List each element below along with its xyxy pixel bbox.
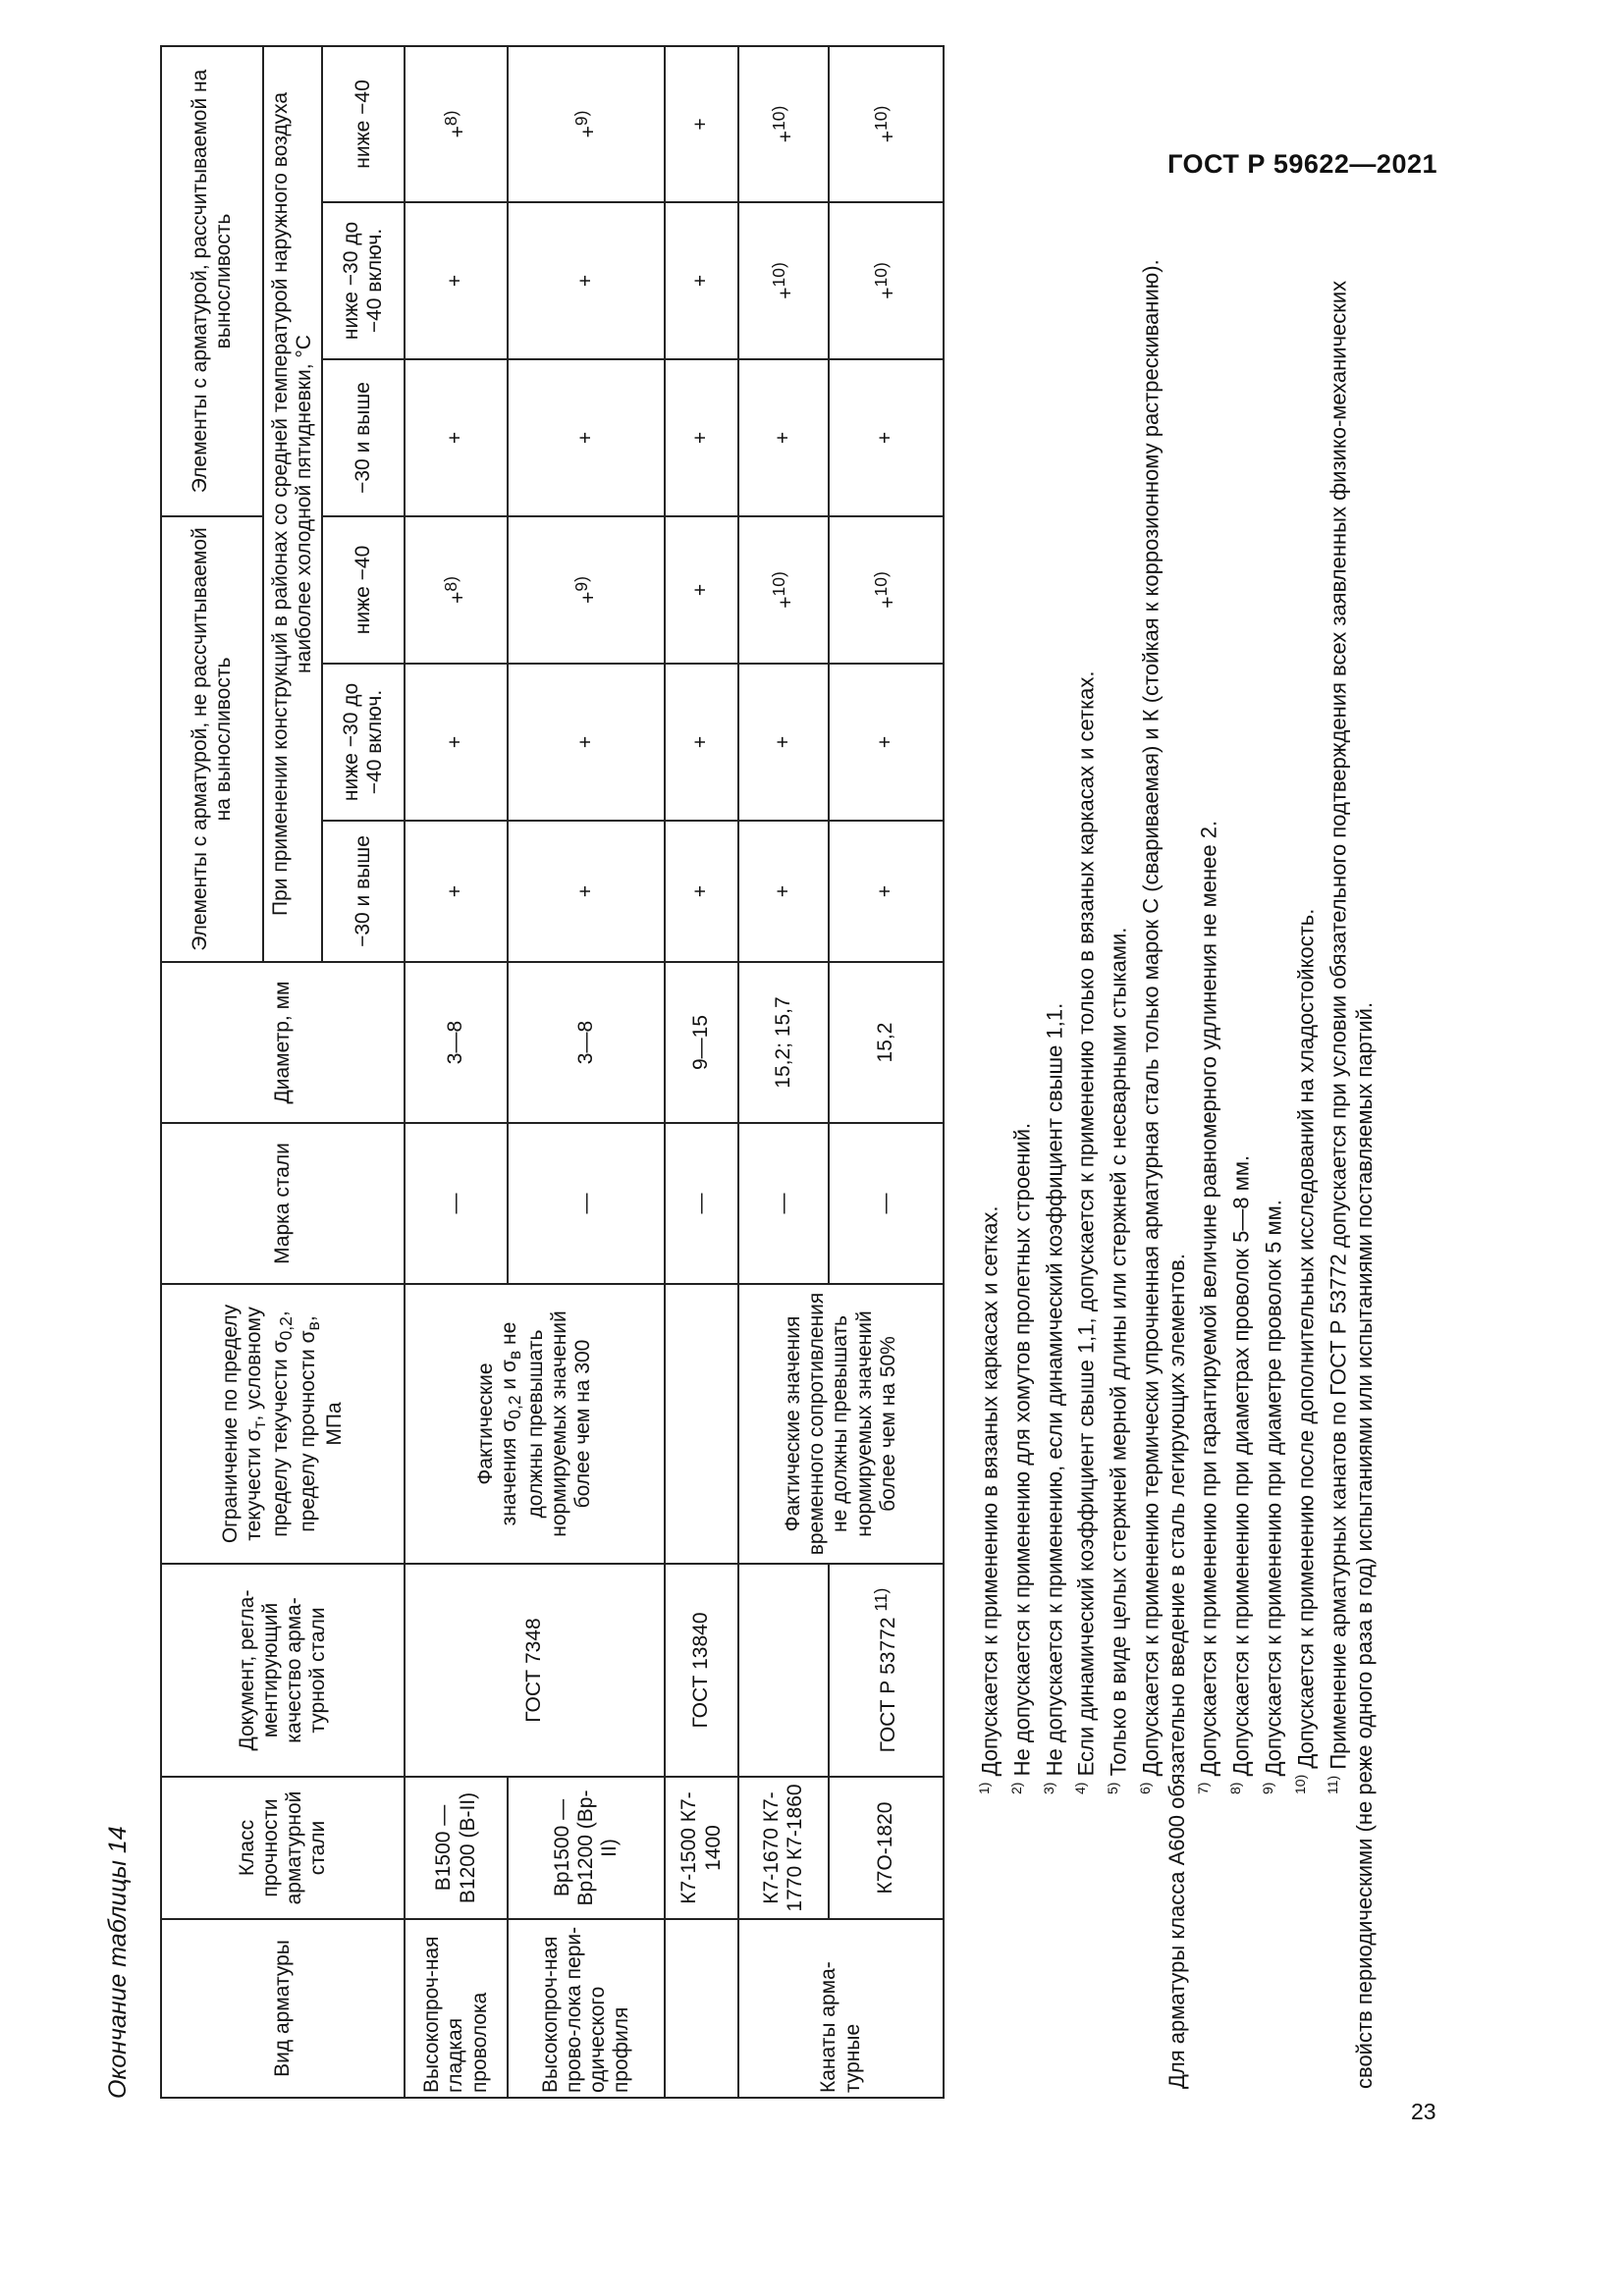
cell-class: Вр1500 — Вр1200 (Вр-II) xyxy=(508,1777,665,1919)
cell-c6 xyxy=(829,46,944,202)
cell-c3-value: + xyxy=(774,596,797,609)
cell-restriction-b1: значения σ xyxy=(497,1418,520,1526)
cell-diameter: 9—15 xyxy=(665,962,738,1123)
cell-restriction-empty xyxy=(665,1284,738,1564)
cell-c2: + xyxy=(405,664,508,821)
footnote-9 xyxy=(1255,106,1287,2089)
footnote-ref: 11) xyxy=(871,1587,892,1612)
footnote-text: Только в виде целых стержней мерной длины или стержней с несварными стыками. xyxy=(1106,927,1131,1783)
cell-c1: + xyxy=(829,821,944,962)
cell-restriction-b-sub1: 0,2 xyxy=(504,1395,524,1419)
table-row xyxy=(665,46,738,2098)
footnote-mark: 3) xyxy=(1040,1782,1056,1794)
header-restriction-line3a: пределу текучести σ xyxy=(269,1340,293,1537)
footnote-4 xyxy=(1067,106,1100,2089)
table-row xyxy=(405,46,508,2098)
footnote-mark: 11) xyxy=(1324,1775,1340,1794)
header-restriction-line5: МПа xyxy=(322,1402,346,1446)
cell-diameter: 3—8 xyxy=(508,962,665,1123)
footnote-mark: 10) xyxy=(1291,1774,1308,1794)
footnote-1 xyxy=(971,106,1003,2089)
header-t-30-40-a: ниже −30 до −40 включ. xyxy=(322,664,405,821)
cell-grade: — xyxy=(829,1123,944,1284)
cell-restriction xyxy=(405,1284,665,1564)
cell-c5 xyxy=(738,202,829,359)
header-t-below-40-b: ниже −40 xyxy=(322,46,405,202)
footnote-5 xyxy=(1100,106,1132,2089)
header-restriction-sub-t: т xyxy=(249,1420,270,1429)
footnote-text: Допускается к применению термически упрочненная арматурная сталь только марок С (свариваемая) и К (стойкая к коррозионному растрескиванию). xyxy=(1138,259,1164,1783)
table-row xyxy=(829,46,944,2098)
cell-grade: — xyxy=(508,1123,665,1284)
cell-class: К7-1500 К7-1400 xyxy=(665,1777,738,1919)
header-temperature: При применении конструкций в районах со средней температурой наружного воздуха наиболее холодной пятидневки, °С xyxy=(263,46,322,962)
header-not-fatigue: Элементы с арматурой, не рассчитываемой на выносливость xyxy=(161,516,263,962)
cell-c6 xyxy=(508,46,665,202)
header-fatigue: Элементы с арматурой, рассчитываемой на выносливость xyxy=(161,46,263,516)
footnote-mark: 9) xyxy=(1260,1782,1276,1794)
cell-c1: + xyxy=(508,821,665,962)
footnote-text: Если динамический коэффициент свыше 1,1, допускается к применению только в вязаных каркасах и сетках. xyxy=(1073,670,1099,1783)
cell-c5: + xyxy=(665,202,738,359)
cell-c4: + xyxy=(829,359,944,516)
cell-grade: — xyxy=(665,1123,738,1284)
footnote-mark: 4) xyxy=(1072,1782,1089,1794)
cell-restriction: Фактические значения временного сопротивления не должны превышать нормируемых значений более чем на 50% xyxy=(738,1284,944,1564)
cell-c3-value: + xyxy=(576,591,600,604)
footnote-text: Допускается к применению в вязаных каркасах и сетках. xyxy=(977,1205,1002,1783)
header-restriction-sub-02: 0,2 xyxy=(276,1316,297,1341)
table-caption: Окончание таблицы 14 xyxy=(104,1826,132,2099)
cell-restriction-b-sub2: в xyxy=(504,1350,524,1361)
footnote-11 xyxy=(1320,106,1352,2089)
cell-type-empty xyxy=(665,1919,738,2098)
cell-c3-value: + xyxy=(877,596,900,609)
header-t-30-40-b: ниже −30 до −40 включ. xyxy=(322,202,405,359)
footnote-ref: 10) xyxy=(871,571,892,597)
footnote-11-continuation: свойств периодическими (не реже одного раза в год) испытаниями или испытаниями поставляемых партий. xyxy=(1351,1001,1377,2089)
header-strength-class: Класс прочности арматурной стали xyxy=(161,1777,405,1919)
footnote-text: Допускается к применению при диаметре проволок 5 мм. xyxy=(1261,1200,1286,1783)
footnote-text: Не допускается к применению для хомутов пролетных строений. xyxy=(1009,1122,1035,1783)
cell-c6 xyxy=(738,46,829,202)
footnote-mark: 7) xyxy=(1195,1782,1212,1794)
page-header: ГОСТ Р 59622—2021 xyxy=(1167,149,1437,179)
cell-document: ГОСТ 13840 xyxy=(665,1564,738,1777)
footnote-3 xyxy=(1036,106,1068,2089)
header-restriction-sub-v: в xyxy=(302,1321,323,1331)
cell-class: В1500 — В1200 (В-II) xyxy=(405,1777,508,1919)
cell-c3-value: + xyxy=(447,591,470,604)
cell-c3: + xyxy=(665,516,738,664)
cell-c4: + xyxy=(738,359,829,516)
header-t-above-30-b: −30 и выше xyxy=(322,359,405,516)
header-restriction-line4a: пределу прочности σ xyxy=(296,1330,319,1532)
cell-restriction-c: должны превышать нормируемых значений более чем на 300 xyxy=(524,1310,595,1537)
cell-c1: + xyxy=(665,821,738,962)
cell-c5-value: + xyxy=(774,287,797,299)
footnote-10 xyxy=(1287,106,1320,2089)
cell-type: Высокопроч-ная прово-лока пери-одического профиля xyxy=(508,1919,665,2098)
cell-document: ГОСТ 7348 xyxy=(405,1564,665,1777)
header-restriction-line1: Ограничение по пределу xyxy=(218,1304,242,1544)
header-steel-grade: Марка стали xyxy=(161,1123,405,1284)
cell-class: К7О-1820 xyxy=(829,1777,944,1919)
cell-c3 xyxy=(829,516,944,664)
cell-grade: — xyxy=(405,1123,508,1284)
header-restriction-line2b: , условному xyxy=(243,1307,266,1421)
cell-document-value: ГОСТ Р 53772 xyxy=(877,1617,900,1753)
footnote-text: Не допускается к применению, если динамический коэффициент свыше 1,1. xyxy=(1041,1002,1066,1783)
cell-c6-value: + xyxy=(774,131,797,143)
cell-c6: + xyxy=(665,46,738,202)
cell-type: Канаты арма-турные xyxy=(738,1919,944,2098)
footnote-7 xyxy=(1190,106,1222,2089)
cell-c5: + xyxy=(508,202,665,359)
cell-grade: — xyxy=(738,1123,829,1284)
footnote-ref: 10) xyxy=(768,262,788,288)
header-restriction xyxy=(161,1284,405,1564)
header-diameter: Диаметр, мм xyxy=(161,962,405,1123)
cell-c4: + xyxy=(508,359,665,516)
cell-diameter: 15,2; 15,7 xyxy=(738,962,829,1123)
cell-c2: + xyxy=(829,664,944,821)
cell-diameter: 3—8 xyxy=(405,962,508,1123)
cell-c4: + xyxy=(405,359,508,516)
footnote-8 xyxy=(1222,106,1255,2089)
footnote-ref: 8) xyxy=(441,576,461,592)
cell-c6 xyxy=(405,46,508,202)
cell-c2: + xyxy=(738,664,829,821)
header-type: Вид арматуры xyxy=(161,1919,405,2098)
page-number: 23 xyxy=(1411,2099,1436,2124)
footnote-ref: 10) xyxy=(768,571,788,597)
header-t-above-30-a: −30 и выше xyxy=(322,821,405,962)
table-row xyxy=(508,46,665,2098)
footnote-ref: 9) xyxy=(570,576,591,592)
footnote-text: Применение арматурных канатов по ГОСТ Р 53772 допускается при условии обязательного подтверждения всех заявленных физико-механических xyxy=(1326,280,1351,1776)
header-t-below-40-a: ниже −40 xyxy=(322,516,405,664)
cell-restriction-a: Фактические xyxy=(473,1362,497,1485)
cell-c6-value: + xyxy=(877,131,900,143)
header-restriction-line3b: , xyxy=(269,1310,293,1317)
rotated-table-block xyxy=(99,16,1377,2099)
footnote-ref: 8) xyxy=(441,110,461,127)
footnote-6 xyxy=(1132,106,1164,2089)
cell-document-empty xyxy=(738,1564,829,1777)
footnote-6-continuation: Для арматуры класса А600 обязательно введение в сталь легирующих элементов. xyxy=(1164,1254,1189,2089)
cell-restriction-b3: не xyxy=(497,1321,520,1351)
table-footnotes xyxy=(971,106,1378,2089)
footnote-text: Допускается к применению при гарантируемой величине равномерного удлинения не менее 2. xyxy=(1196,820,1221,1783)
footnote-ref: 10) xyxy=(871,105,892,131)
footnote-text: Допускается к применению при диаметрах проволок 5—8 мм. xyxy=(1228,1154,1254,1783)
footnote-mark: 2) xyxy=(1007,1782,1024,1794)
cell-c2: + xyxy=(665,664,738,821)
cell-c6-value: + xyxy=(576,126,600,138)
cell-restriction-b2: и σ xyxy=(497,1360,520,1396)
cell-c6-value: + xyxy=(447,126,470,138)
cell-type: Высокопроч-ная гладкая проволока xyxy=(405,1919,508,2098)
cell-c1: + xyxy=(405,821,508,962)
cell-c2: + xyxy=(508,664,665,821)
cell-c1: + xyxy=(738,821,829,962)
header-restriction-line4b: , xyxy=(296,1315,319,1322)
footnote-ref: 10) xyxy=(871,262,892,288)
footnote-text: Допускается к применению после дополнительных исследований на хладостойкость. xyxy=(1293,908,1319,1775)
footnote-mark: 8) xyxy=(1227,1782,1244,1794)
footnote-2 xyxy=(1003,106,1036,2089)
footnote-ref: 9) xyxy=(570,110,591,127)
footnote-mark: 6) xyxy=(1137,1782,1154,1794)
cell-c5-value: + xyxy=(877,287,900,299)
header-restriction-line2a: текучести σ xyxy=(243,1428,266,1541)
steel-table xyxy=(160,45,945,2099)
cell-c5 xyxy=(829,202,944,359)
cell-c3 xyxy=(738,516,829,664)
cell-diameter: 15,2 xyxy=(829,962,944,1123)
footnote-mark: 5) xyxy=(1105,1782,1121,1794)
cell-c4: + xyxy=(665,359,738,516)
footnote-mark: 1) xyxy=(976,1782,992,1794)
cell-c3 xyxy=(405,516,508,664)
cell-class: К7-1670 К7-1770 К7-1860 xyxy=(738,1777,829,1919)
footnote-ref: 10) xyxy=(768,105,788,131)
cell-document xyxy=(829,1564,944,1777)
header-document: Документ, регла-ментирующий качество арма-турной стали xyxy=(161,1564,405,1777)
cell-c5: + xyxy=(405,202,508,359)
table-row xyxy=(738,46,829,2098)
cell-c3 xyxy=(508,516,665,664)
